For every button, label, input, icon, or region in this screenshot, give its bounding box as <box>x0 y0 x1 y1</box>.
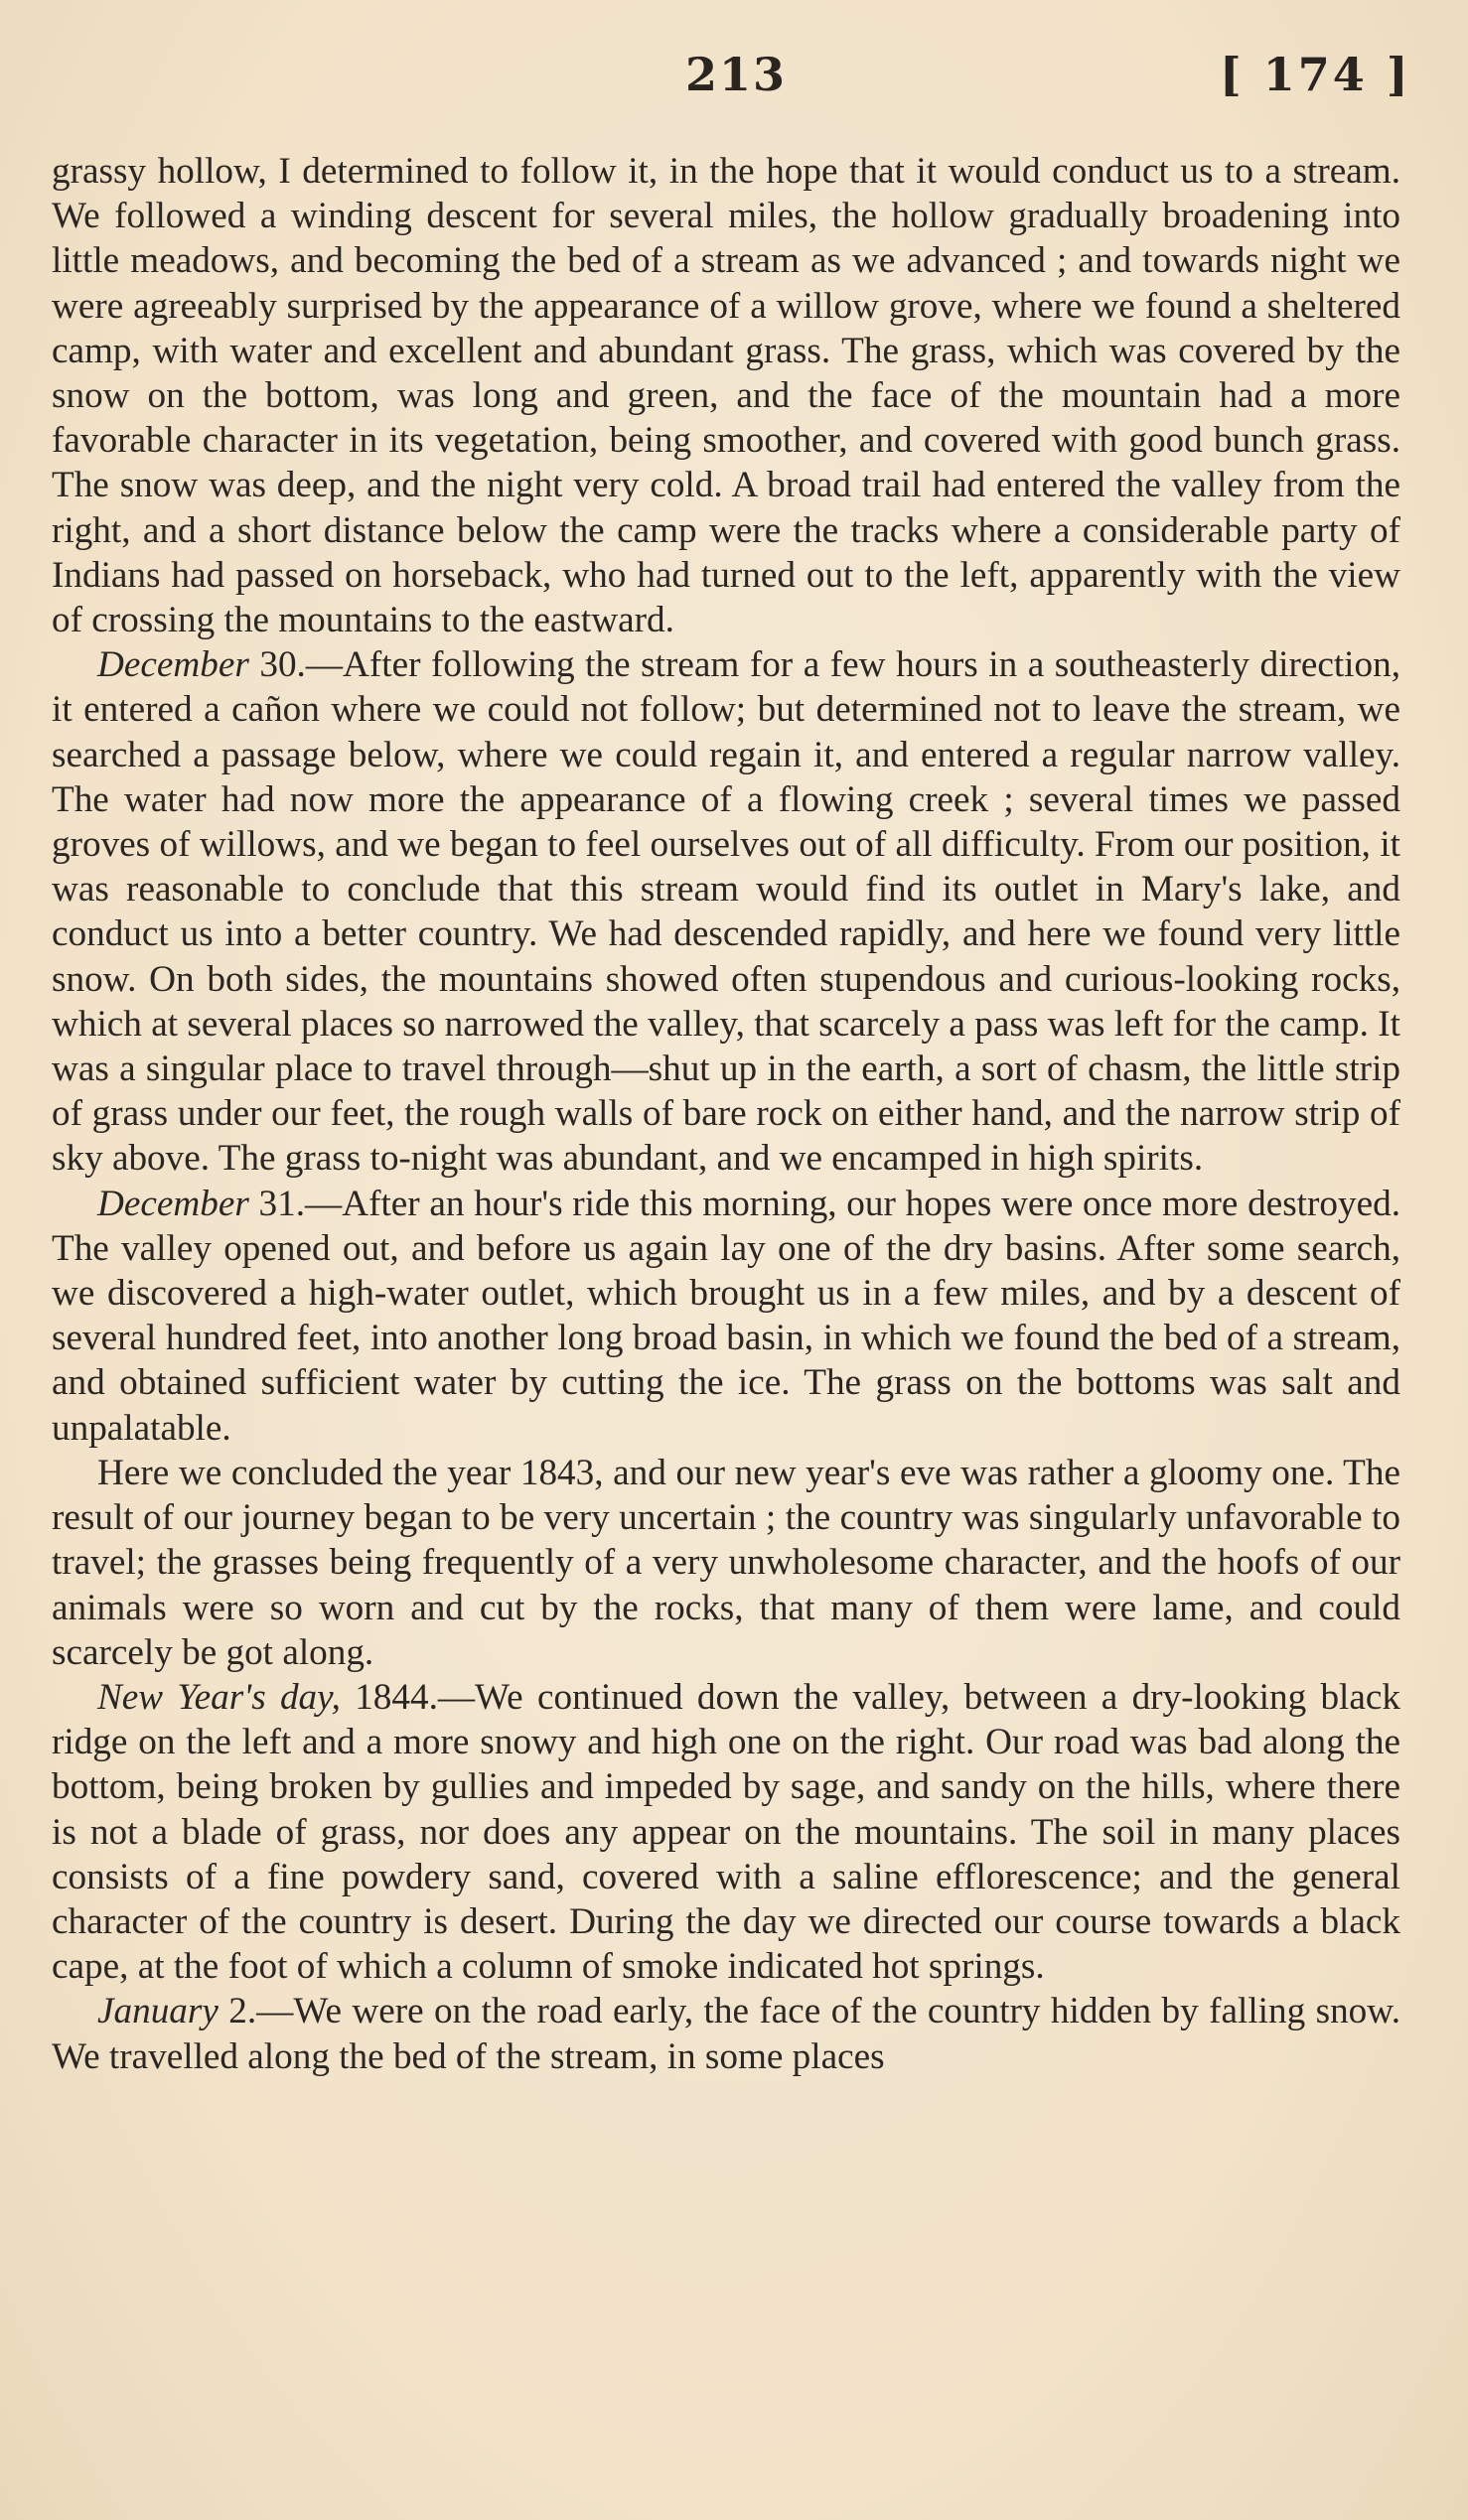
paragraph-date: January <box>97 1991 219 2032</box>
paragraph-year-end <box>52 1451 1400 1675</box>
paragraph-date: New Year's day, <box>97 1676 341 1718</box>
paragraph-date: December <box>97 1183 249 1224</box>
paragraph-date: December <box>97 644 249 686</box>
paragraph-december-31 <box>52 1182 1400 1451</box>
page-number: 213 <box>685 48 788 101</box>
page-header <box>0 48 1468 117</box>
paragraph-december-30 <box>52 642 1400 1181</box>
paragraph-text: 1844.—We continued down the valley, between a dry-looking black ridge on the left and a more snowy and high one on the right. Our road was bad along the bottom, being broken by gullies and impeded by sage, and sandy on the hills, where there is not a blade of grass, nor does any appear on the mountains. The soil in many places consists of a fine powdery sand, covered with a saline efflorescence; and the general character of the country is desert. During the day we directed our course towards a black cape, at the foot of which a column of smoke indicated hot springs. <box>52 1676 1400 1988</box>
paragraph-text: Here we concluded the year 1843, and our new year's eve was rather a gloomy one. The result of our journey began to be very uncertain ; the country was singularly unfavorable to travel; the grasses being frequently of a very unwholesome character, and the hoofs of our animals were so worn and cut by the rocks, that many of them were lame, and could scarcely be got along. <box>52 1452 1400 1673</box>
paragraph-text: grassy hollow, I determined to follow it, in the hope that it would conduct us to a stream. We followed a winding descent for several miles, the hollow gradually broadening into little meadows, and becoming the bed of a stream as we advanced ; and towards night we were agreeably surprised by the appearance of a willow grove, where we found a sheltered camp, with water and excellent and abundant grass. The grass, which was covered by the snow on the bottom, was long and green, and the face of the mountain had a more favorable character in its vegetation, being smoother, and covered with good bunch grass. The snow was deep, and the night very cold. A broad trail had entered the valley from the right, and a short distance below the camp were the tracks where a considerable party of Indians had passed on horseback, who had turned out to the left, apparently with the view of crossing the mountains to the eastward. <box>52 151 1400 641</box>
body-text <box>52 149 1400 2079</box>
paragraph-text: 30.—After following the stream for a few hours in a southeasterly direction, it entered a cañon where we could not follow; but determined not to leave the stream, we searched a passage below, where we could regain it, and entered a regular narrow valley. The water had now more the appearance of a flowing creek ; several times we passed groves of willows, and we began to feel ourselves out of all difficulty. From our position, it was reasonable to conclude that this stream would find its outlet in Mary's lake, and conduct us into a better country. We had descended rapidly, and here we found very little snow. On both sides, the mountains showed often stupendous and curious-looking rocks, which at several places so narrowed the valley, that scarcely a pass was left for the camp. It was a singular place to travel through—shut up in the earth, a sort of chasm, the little strip of grass under our feet, the rough walls of bare rock on either hand, and the narrow strip of sky above. The grass to-night was abundant, and we encamped in high spirits. <box>52 644 1400 1180</box>
paragraph-continuation <box>52 149 1400 642</box>
paragraph-text: 2.—We were on the road early, the face of the country hidden by falling snow. We travelled along the bed of the stream, in some places <box>52 1991 1400 2077</box>
document-number: [ 174 ] <box>1220 48 1411 101</box>
paragraph-january-2 <box>52 1989 1400 2078</box>
paragraph-new-years-day <box>52 1675 1400 1989</box>
paragraph-text: 31.—After an hour's ride this morning, our hopes were once more destroyed. The valley opened out, and before us again lay one of the dry basins. After some search, we discovered a high-water outlet, which brought us in a few miles, and by a descent of several hundred feet, into another long broad basin, in which we found the bed of a stream, and obtained sufficient water by cutting the ice. The grass on the bottoms was salt and unpalatable. <box>52 1183 1400 1449</box>
